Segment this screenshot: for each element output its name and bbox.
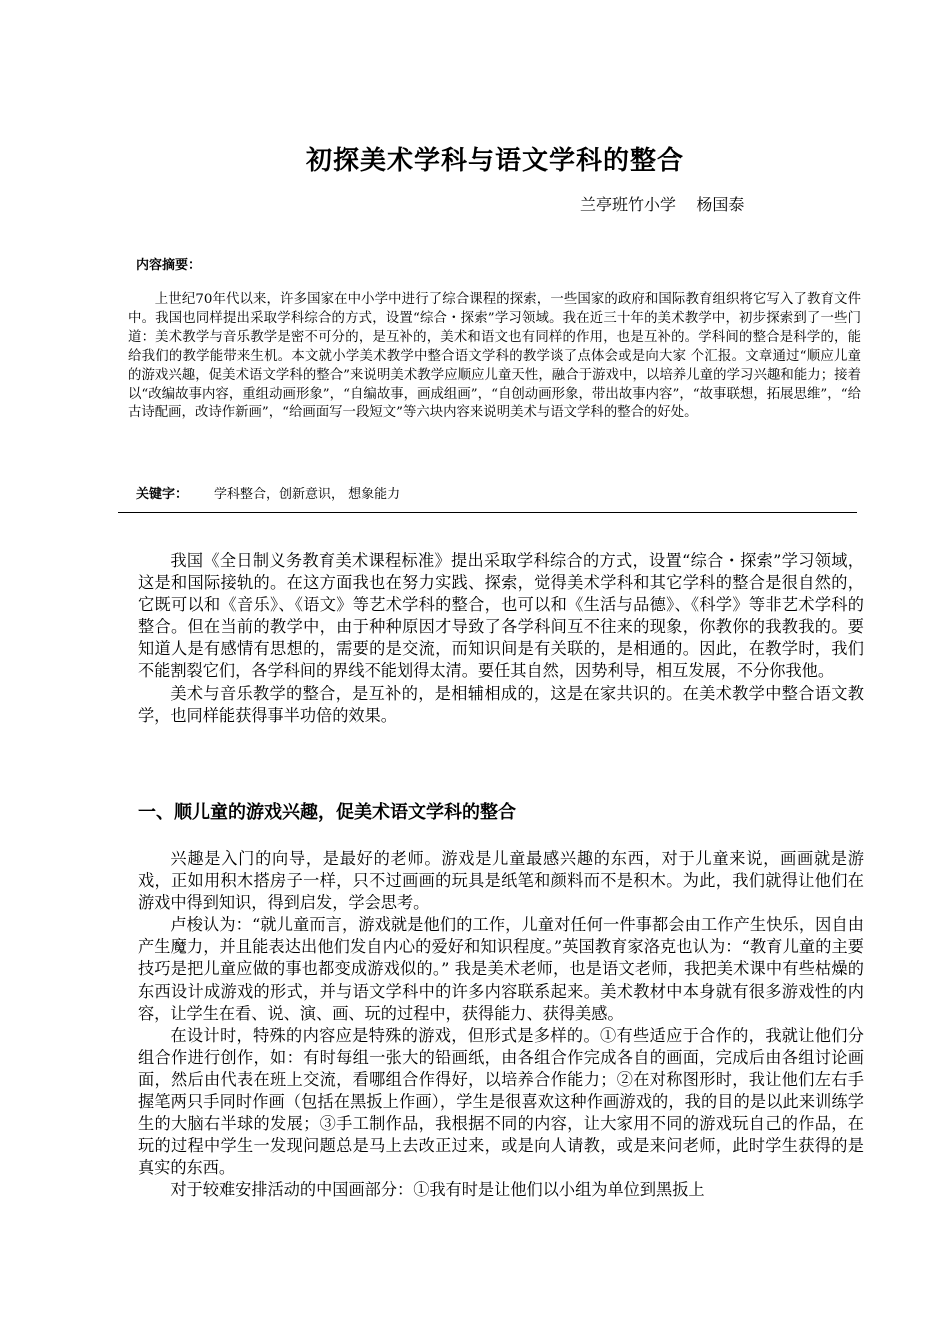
intro-section xyxy=(138,550,864,727)
section-paragraph: 在设计时，特殊的内容应是特殊的游戏，但形式是多样的。①有些适应于合作的，我就让他们分组合作进行创作，如：有时每组一张大的铅画纸，由各组合作完成各自的画面，完成后由各组讨论画面，然后由代表在班上交流，看哪组合作得好，以培养合作能力；②在对称图形时，我让他们左右手握笔两只手同时作画（包括在黑扳上作画），学生是很喜欢这种作画游戏的，我的目的是以此来训练学生的大脑右半球的发展；③手工制作品，我根据不同的内容，让大家用不同的游戏玩自己的作品，在玩的过程中学生一发现问题总是马上去改正过来，或是向人请教，或是来问老师，此时学生获得的是真实的东西。 xyxy=(138,1025,864,1178)
keywords-line xyxy=(136,483,400,502)
horizontal-divider xyxy=(118,512,857,513)
abstract-text: 上世纪70年代以来，许多国家在中小学中进行了综合课程的探索，一些国家的政府和国际教育组织将它写入了教育文件中。我国也同样提出采取学科综合的方式，设置“综合・探索”学习领域。我在近三十年的美术教学中，初步探索到了一些门道：美术教学与音乐教学是密不可分的，是互补的，美术和语文也有同样的作用，也是互补的。学科间的整合是科学的，能给我们的教学能带来生机。本文就小学美术教学中整合语文学科的教学谈了点体会或是向大家 个汇报。文章通过“顺应儿童的游戏兴趣，促美术语文学科的整合”来说明美术教学应顺应儿童天性，融合于游戏中，以培养儿童的学习兴趣和能力；接着以“改编故事内容，重组动画形象”，“自编故事，画成组画”，“自创动画形象，带出故事内容”，“故事联想，拓展思维”，“给古诗配画，改诗作新画”，“给画面写一段短文”等六块内容来说明美术与语文学科的整合的好处。 xyxy=(128,292,861,421)
keywords-label: 关键字： xyxy=(136,487,189,502)
intro-paragraph: 美术与音乐教学的整合，是互补的，是相辅相成的，这是在家共识的。在美术教学中整合语文教学，也同样能获得事半功倍的效果。 xyxy=(138,683,864,725)
section-paragraph: 兴趣是入门的向导，是最好的老师。游戏是儿童最感兴趣的东西，对于儿童来说，画画就是游戏，正如用积木搭房子一样，只不过画画的玩具是纸笔和颜料而不是积木。为此，我们就得让他们在游戏中得到知识，得到启发，学会思考。 xyxy=(138,849,864,913)
abstract-label: 内容摘要： xyxy=(136,258,202,273)
keywords-text: 学科整合，创新意识， 想象能力 xyxy=(214,487,401,502)
section-heading: 一、顺儿童的游戏兴趣，促美术语文学科的整合 xyxy=(138,802,516,823)
section-paragraph: 卢梭认为：“就儿童而言，游戏就是他们的工作，儿童对任何一件事都会由工作产生快乐，因自由产生魔力，并且能表达出他们发自内心的爱好和知识程度。”英国教育家洛克也认为：“教育儿童的主要技巧是把儿童应做的事也都变成游戏似的。” 我是美术老师，也是语文老师，我把美术课中有些枯燥的东西设计成游戏的形式，并与语文学科中的许多内容联系起来。美术教材中本身就有很多游戏性的内容，让学生在看、说、演、画、玩的过程中，获得能力、获得美感。 xyxy=(138,915,864,1023)
section-paragraph: 对于较难安排活动的中国画部分：①我有时是让他们以小组为单位到黑扳上 xyxy=(170,1180,705,1200)
document-title: 初探美术学科与语文学科的整合 xyxy=(305,146,684,176)
author-line: 兰亭班竹小学 杨国泰 xyxy=(580,195,745,214)
intro-paragraph: 我国《全日制义务教育美术课程标准》提出采取学科综合的方式，设置“综合・探索”学习领域，这是和国际接轨的。在这方面我也在努力实践、探索，觉得美术学科和其它学科的整合是很自然的，它既可以和《音乐》、《语文》等艺术学科的整合，也可以和《生活与品德》、《科学》等非艺术学科的整合。但在当前的教学中，由于种种原因才导致了各学科间互不往来的现象，你教你的我教我的。要知道人是有感情有思想的，需要的是交流，而知识间是有关联的，是相通的。因此，在教学时，我们不能割裂它们，各学科间的界线不能划得太清。要任其自然，因势利导，相互发展，不分你我他。 xyxy=(138,551,864,681)
section-body xyxy=(138,848,864,1202)
